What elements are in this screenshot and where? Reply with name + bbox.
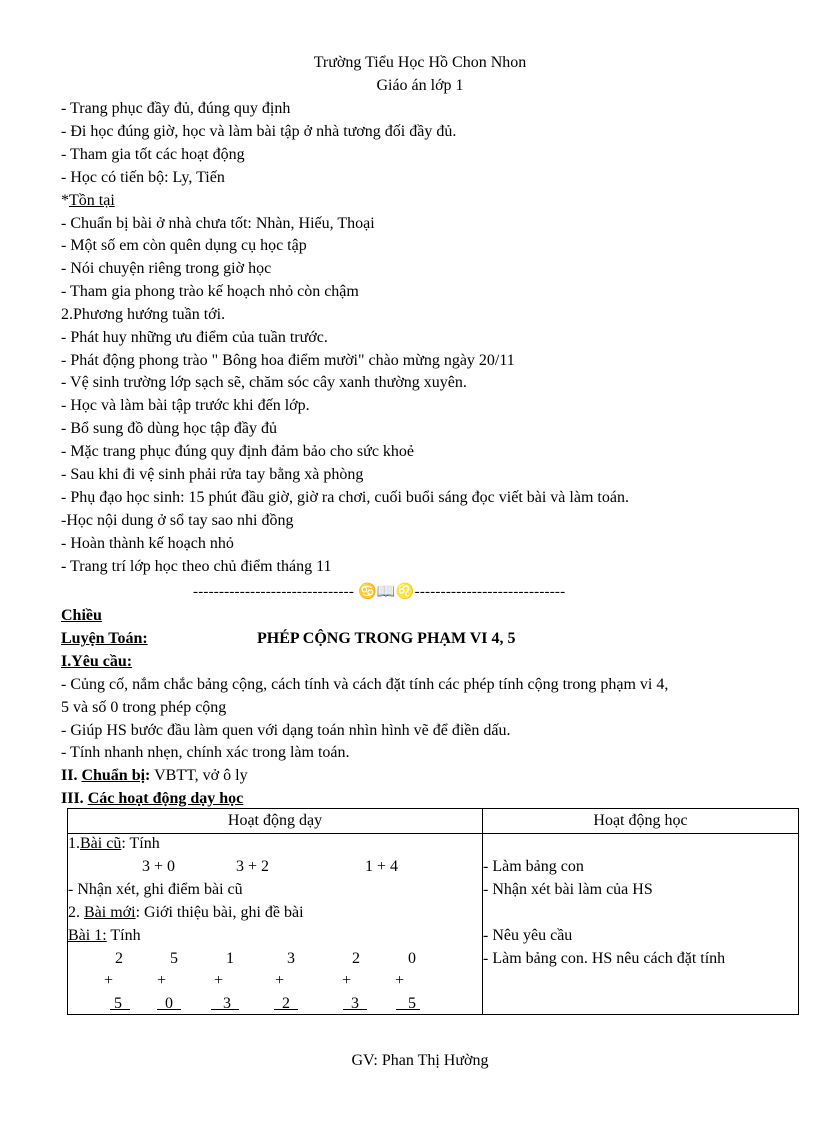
session-label: Chiều — [61, 607, 102, 624]
direction-title: 2.Phương hướng tuần tới. — [61, 306, 226, 323]
school-name: Trường Tiểu Học Hồ Chon Nhon — [313, 54, 527, 71]
addend-top: 2 — [115, 950, 123, 967]
ton-tai-heading: *Tồn tại — [61, 192, 115, 209]
plus-sign: + — [342, 972, 352, 989]
addend-top: 2 — [352, 950, 360, 967]
activities-table — [67, 808, 799, 1015]
list-item: - Vệ sinh trường lớp sạch sẽ, chăm sóc cây xanh thường xuyên. — [61, 374, 467, 391]
addend-top: 3 — [287, 950, 295, 967]
student-activity: - Làm bảng con — [483, 858, 584, 875]
expression: 3 + 2 — [236, 858, 270, 875]
list-item: - Nói chuyện riêng trong giờ học — [61, 260, 272, 277]
addend-top: 5 — [170, 950, 178, 967]
list-item: - Trang phục đầy đủ, đúng quy định — [61, 100, 291, 117]
plus-sign: + — [395, 972, 405, 989]
list-item: - Tham gia tốt các hoạt động — [61, 146, 245, 163]
list-item: - Phụ đạo học sinh: 15 phút đầu giờ, giờ ra chơi, cuối buổi sáng đọc viết bài và làm toán. — [61, 489, 629, 506]
addend-bottom: 5 — [114, 995, 122, 1012]
preparation: II. Chuẩn bị: VBTT, vở ô ly — [61, 767, 248, 784]
addend-bottom: 5 — [408, 995, 416, 1012]
list-item: -Học nội dung ở sổ tay sao nhi đồng — [61, 512, 294, 529]
list-item: - Giúp HS bước đầu làm quen với dạng toán nhìn hình vẽ để điền dấu. — [61, 722, 511, 739]
plus-sign: + — [275, 972, 285, 989]
plan-title: Giáo án lớp 1 — [376, 77, 464, 94]
addend-bottom: 0 — [165, 995, 173, 1012]
teacher-signature: GV: Phan Thị Hường — [351, 1052, 489, 1069]
list-item: - Học có tiến bộ: Ly, Tiến — [61, 169, 225, 186]
student-activity: - Làm bảng con. HS nêu cách đặt tính — [483, 950, 726, 967]
requirements-heading: I.Yêu cầu: — [61, 653, 133, 670]
student-activity: - Nhận xét bài làm của HS — [483, 881, 653, 898]
section-separator: ------------------------------- ♋📖♌----------------------------- — [193, 584, 566, 600]
exercise-1: Bài 1: Tính — [68, 927, 141, 944]
lesson-title: PHÉP CỘNG TRONG PHẠM VI 4, 5 — [257, 630, 516, 647]
list-item: - Một số em còn quên dụng cụ học tập — [61, 237, 307, 254]
activities-heading: III. Các hoạt động dạy học — [61, 790, 244, 807]
list-item: - Mặc trang phục đúng quy định đảm bảo cho sức khoẻ — [61, 443, 415, 460]
plus-sign: + — [214, 972, 224, 989]
list-item: - Bổ sung đồ dùng học tập đầy đủ — [61, 420, 277, 437]
expression: 3 + 0 — [142, 858, 176, 875]
list-item: - Đi học đúng giờ, học và làm bài tập ở nhà tương đối đầy đủ. — [61, 123, 457, 140]
addend-bottom: 3 — [351, 995, 359, 1012]
list-item: - Tham gia phong trào kế hoạch nhỏ còn chậm — [61, 283, 359, 300]
list-item: - Chuẩn bị bài ở nhà chưa tốt: Nhàn, Hiếu, Thoại — [61, 215, 375, 232]
subject-label: Luyện Toán: — [61, 630, 148, 647]
plus-sign: + — [157, 972, 167, 989]
list-item: - Củng cố, nắm chắc bảng cộng, cách tính và cách đặt tính các phép tính cộng trong phạm vi 4, — [61, 676, 669, 693]
list-item: - Sau khi đi vệ sinh phải rửa tay bằng xà phòng — [61, 466, 364, 483]
header-student: Hoạt động học — [593, 812, 688, 829]
list-item: - Học và làm bài tập trước khi đến lớp. — [61, 397, 310, 414]
ornament-icon: ♋📖♌ — [354, 584, 415, 600]
plus-sign: + — [104, 972, 114, 989]
list-item: - Phát động phong trào " Bông hoa điểm mười" chào mừng ngày 20/11 — [61, 352, 515, 369]
old-lesson: 1.Bài cũ: Tính — [68, 835, 160, 852]
addend-top: 1 — [226, 950, 234, 967]
addend-bottom: 2 — [282, 995, 290, 1012]
addend-bottom: 3 — [223, 995, 231, 1012]
expression: 1 + 4 — [365, 858, 399, 875]
list-item: - Tính nhanh nhẹn, chính xác trong làm toán. — [61, 744, 350, 761]
new-lesson: 2. Bài mới: Giới thiệu bài, ghi đề bài — [68, 904, 304, 921]
list-item: - Hoàn thành kế hoạch nhỏ — [61, 535, 234, 552]
list-item: 5 và số 0 trong phép cộng — [61, 699, 227, 716]
student-activity: - Nêu yêu cầu — [483, 927, 573, 944]
header-teacher: Hoạt động dạy — [227, 812, 323, 829]
addend-top: 0 — [408, 950, 416, 967]
list-item: - Trang trí lớp học theo chủ điểm tháng 11 — [61, 558, 332, 575]
list-item: - Phát huy những ưu điểm của tuần trước. — [61, 329, 328, 346]
old-comment: - Nhận xét, ghi điểm bài cũ — [68, 881, 243, 898]
